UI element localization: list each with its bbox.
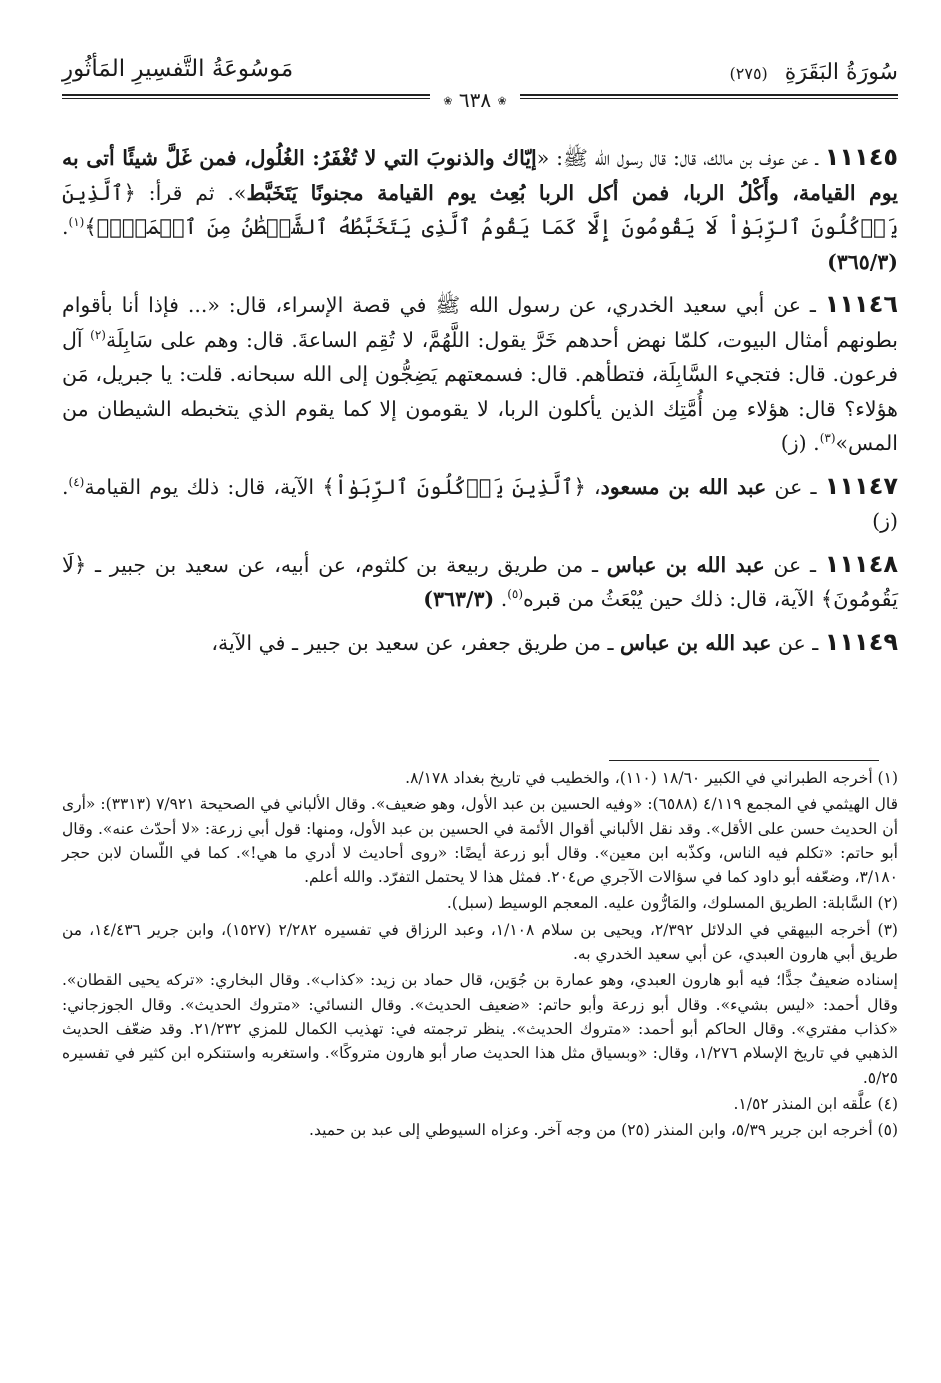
entry-number: ١١١٤٨	[824, 549, 898, 578]
entry-11149: ١١١٤٩ ـ عن عبد الله بن عباس ـ من طريق جعفر، عن سعيد بن جبير ـ في الآية،	[211, 627, 898, 656]
ornament-icon: ❀	[497, 94, 507, 108]
entry-11146: ١١١٤٦ ـ عن أبي سعيد الخدري، عن رسول الله ﷺ في قصة الإسراء، قال: «... فإذا أنا بأقوام بطونهم أمثال البيوت، كلمّا نهض أحدهم خَرَّ يقول: اللَّهُمَّ، لا تُقِم الساعةَ. قال: وهم على سَابِلَة$^{(٢)}$ آل فرعون. قال: فتجيء السَّابِلَة، فتطأهم. قال: فسمعتهم يَضِجُّون إلى الله سبحانه. قلت: يا جبريل، مَن هؤلاء؟ قال: هؤلاء مِن أُمَّتِك الذين يأكلون الربا، لا يقومون إلا كما يقوم الذي يتخبطه الشيطان من المس»$^{(٣)}$. (ز)	[62, 290, 899, 455]
narrator-name: عبد الله بن عباس	[620, 630, 772, 655]
footnote-5: (٥) أخرجه ابن جرير ٥/٣٩، وابن المنذر (٢٥) من وجه آخر. وعزاه السيوطي إلى عبد بن حميد.	[309, 1121, 898, 1140]
entry-11148: ١١١٤٨ ـ عن عبد الله بن عباس ـ من طريق ربيعة بن كلثوم، عن أبيه، عن سعيد بن جبير ـ ﴿لَا يَقُومُونَ﴾ الآية، قال: ذلك حين يُبْعَثُ من قبره$^{(٥)}$. (٣٦٣/٣)	[62, 549, 898, 611]
volume-ref: (٣٦٣/٣)	[423, 587, 495, 611]
footnote-ref: (٣)	[819, 431, 836, 446]
quran-quote: ﴿ٱلَّذِينَ يَأۡكُلُونَ ٱلرِّبَوٰاْ لَا يَقُومُونَ إِلَّا كَمَا يَقُومُ ٱلَّذِى يَتَخَبَّطُهُ ٱلشَّيۡطَٰنُ مِنَ ٱلۡمَسِّۚ﴾	[62, 180, 898, 239]
footnote-ref: (٥)	[507, 587, 524, 602]
entry-number: ١١١٤٩	[824, 627, 898, 656]
footnotes	[62, 766, 898, 1144]
surah-title	[730, 60, 898, 85]
main-text	[62, 140, 898, 668]
footnote-3: (٣) أخرجه البيهقي في الدلائل ٢/٣٩٢، ويحيى بن سلام ١/١٠٨، وعبد الرزاق في تفسيره ٢/٢٨٢ (١٥٢٧)، وابن جرير ١٤/٤٣٦، من طريق أبي هارون العبدي، عن أبي سعيد الخدري به.	[62, 920, 898, 964]
book-title: مَوسُوعَةُ التَّفسِيرِ المَأثُورِ	[62, 56, 294, 82]
footnote-ref: (٢)	[90, 327, 106, 342]
footnote-separator	[609, 760, 879, 761]
footnote-3-comment: إسناده ضعيفٌ جدًّا؛ فيه أبو هارون العبدي، وهو عمارة بن جُوَين، قال حماد بن زيد: «كذاب». وقال البخاري: «تركه يحيى القطان». وقال أحمد: «ليس بشيء». وقال أبو زرعة وأبو حاتم: «ضعيف الحديث». وقال النسائي: «متروك الحديث». وقال الجوزجاني: «كذاب مفتري». وقال الحاكم أبو أحمد: «متروك الحديث». ينظر ترجمته في: تهذيب الكمال للمزي ٢١/٢٣٢. وقد ضعّف الحديث الذهبي في تاريخ الإسلام ١/٢٧٦، وقال: «وبسياق مثل هذا الحديث صار أبو هارون متروكًا». واستغربه واستنكره ابن كثير في تفسيره ٥/٢٥.	[62, 971, 899, 1087]
footnote-4: (٤) علَّقه ابن المنذر ١/٥٢.	[733, 1094, 898, 1113]
entry-number: ١١١٤٦	[824, 290, 898, 318]
footnote-1: (١) أخرجه الطبراني في الكبير ١٨/٦٠ (١١٠)، والخطيب في تاريخ بغداد ٨/١٧٨.	[405, 769, 898, 787]
entry-11145: ١١١٤٥ ـ عن عوف بن مالك، قال: قال رسول الله ﷺ: «إيّاك والذنوبَ التي لا تُغْفَرُ: الغُلُول، فمن غَلَّ شيئًا أتى به يوم القيامة، وأَكْلُ الربا، فمن أكل الربا بُعِث يوم القيامة مجنونًا يَتَخَبَّط». ثم قرأ: ﴿ٱلَّذِينَ يَأۡكُلُونَ ٱلرِّبَوٰاْ لَا يَقُومُونَ إِلَّا كَمَا يَقُومُ ٱلَّذِى يَتَخَبَّطُهُ ٱلشَّيۡطَٰنُ مِنَ ٱلۡمَسِّۚ﴾$^{(١)}$. (٣٦٥/٣)	[62, 143, 899, 274]
footnote-2: (٢) السَّابلة: الطريق المسلوك، والمَارُّون عليه. المعجم الوسيط (سبل).	[446, 894, 898, 913]
entry-number: ١١١٤٧	[824, 471, 899, 500]
volume-ref: (٣٦٥/٣)	[827, 249, 898, 274]
narrator-name: عبد الله بن عباس	[606, 552, 765, 577]
page-number: ❀ ٦٣٨ ❀	[430, 86, 520, 114]
footnote-1-comment: قال الهيثمي في المجمع ٤/١١٩ (٦٥٨٨): «وفيه الحسين بن عبد الأول، وهو ضعيف». وقال الألباني في الصحيحة ٧/٩٢١ (٣٣١٣): «أرى أن الحديث حسن على الأقل». وقد نقل الألباني أقوال الأئمة في الحسين بن عبد الأول، ومنها: قول أبي زرعة: «لا أحدّث عنه». وقال أبو حاتم: «تكلم فيه الناس، وكذّبه ابن معين». وقال أبو زرعة أيضًا: «روى أحاديث لا أدري ما هي!». كما في اللّسان لابن حجر ٣/١٨٠، وضعّفه أبو داود كما في سؤالات الآجري ص٢٠٤. فمثل هذا لا يحتمل التفرّد. والله أعلم.	[62, 795, 898, 887]
verse-number: (٢٧٥)	[729, 64, 768, 83]
narrator-name: عبد الله بن مسعود	[600, 474, 767, 499]
entry-11147: ١١١٤٧ ـ عن عبد الله بن مسعود، ﴿ٱلَّذِينَ يَأۡكُلُونَ ٱلرِّبَوٰاْ﴾ الآية، قال: ذلك يوم القيامة$^{(٤)}$. (ز)	[62, 471, 899, 533]
surah-name: سُورَةُ البَقَرَةِ	[784, 60, 898, 85]
quran-quote: ﴿ٱلَّذِينَ يَأۡكُلُونَ ٱلرِّبَوٰاْ﴾	[322, 474, 586, 499]
footnote-ref: (١)	[68, 215, 85, 230]
ornament-icon: ❀	[443, 94, 453, 108]
hadith-text: إيّاك والذنوبَ التي لا تُغْفَرُ: الغُلُول، فمن غَلَّ شيئًا أتى به يوم القيامة، وأَكْلُ الربا، فمن أكل الربا بُعِث يوم القيامة مجنونًا يَتَخَبَّط	[62, 146, 899, 205]
footnote-ref: (٤)	[68, 474, 85, 489]
entry-number: ١١١٤٥	[824, 143, 899, 171]
quran-quote: ﴿لَا يَقُومُونَ﴾	[62, 552, 898, 611]
